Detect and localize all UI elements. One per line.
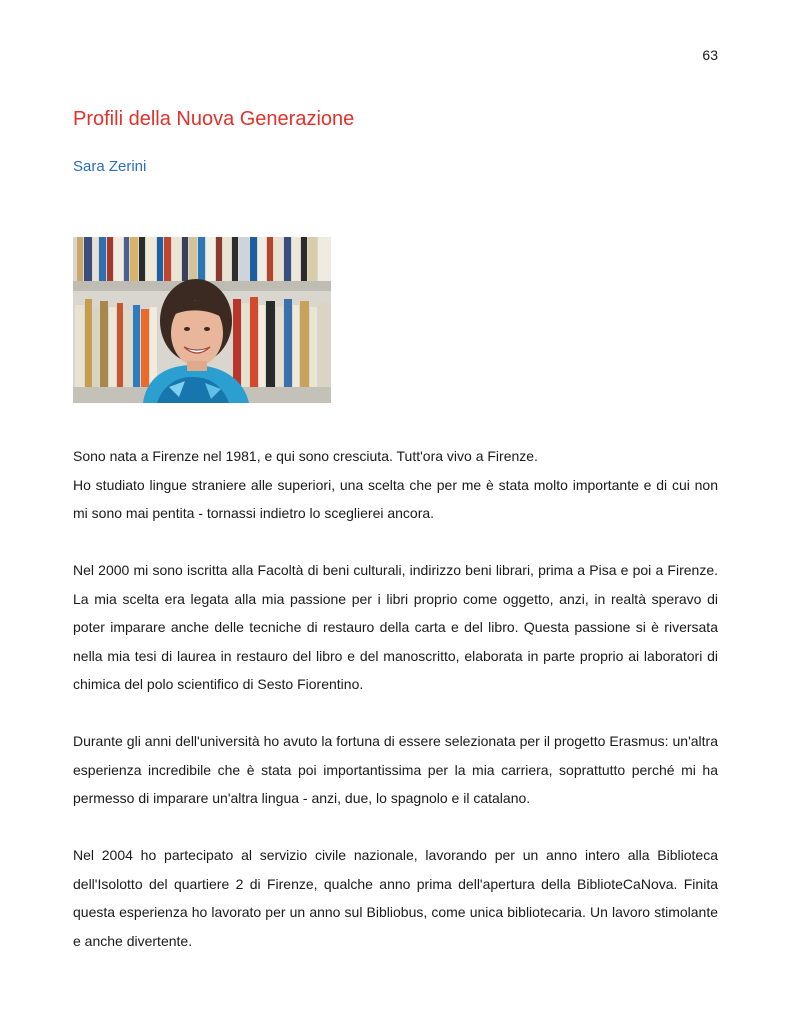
- author-name: Sara Zerini: [73, 158, 147, 175]
- paragraph: Nel 2000 mi sono iscritta alla Facoltà di beni culturali, indirizzo beni librari, prima a Pisa e poi a Firenze. La mia scelta era legata alla mia passione per i libri proprio come oggetto, anzi, in realtà speravo di poter imparare anche delle tecniche di restauro della carta e del libro. Questa passione si è riversata nella mia tesi di laurea in restauro del libro e del manoscritto, elaborata in parte proprio ai laboratori di chimica del polo scientifico di Sesto Fiorentino.: [73, 562, 718, 692]
- paragraph: Ho studiato lingue straniere alle superiori, una scelta che per me è stata molto importante e di cui non mi sono mai pentita - tornassi indietro lo sceglierei ancora.: [73, 476, 718, 521]
- paragraph: Sono nata a Firenze nel 1981, e qui sono cresciuta. Tutt'ora vivo a Firenze.: [73, 448, 538, 464]
- page-number: 63: [702, 47, 718, 63]
- section-title: Profili della Nuova Generazione: [73, 108, 355, 130]
- paragraph: Durante gli anni dell'università ho avuto la fortuna di essere selezionata per il progetto Erasmus: un'altra esperienza incredibile che è stata poi importantissima per la mia carriera, soprattutto perché mi ha permesso di imparare un'altra lingua - anzi, due, lo spagnolo e il catalano.: [73, 733, 718, 806]
- paragraph: Nel 2004 ho partecipato al servizio civile nazionale, lavorando per un anno intero alla Biblioteca dell'Isolotto del quartiere 2 di Firenze, qualche anno prima dell'apertura della BiblioteCaNova. Finita questa esperienza ho lavorato per un anno sul Bibliobus, come unica bibliotecaria. Un lavoro stimolante e anche divertente.: [73, 847, 718, 949]
- article-body: [73, 442, 718, 984]
- author-photo: [73, 237, 331, 403]
